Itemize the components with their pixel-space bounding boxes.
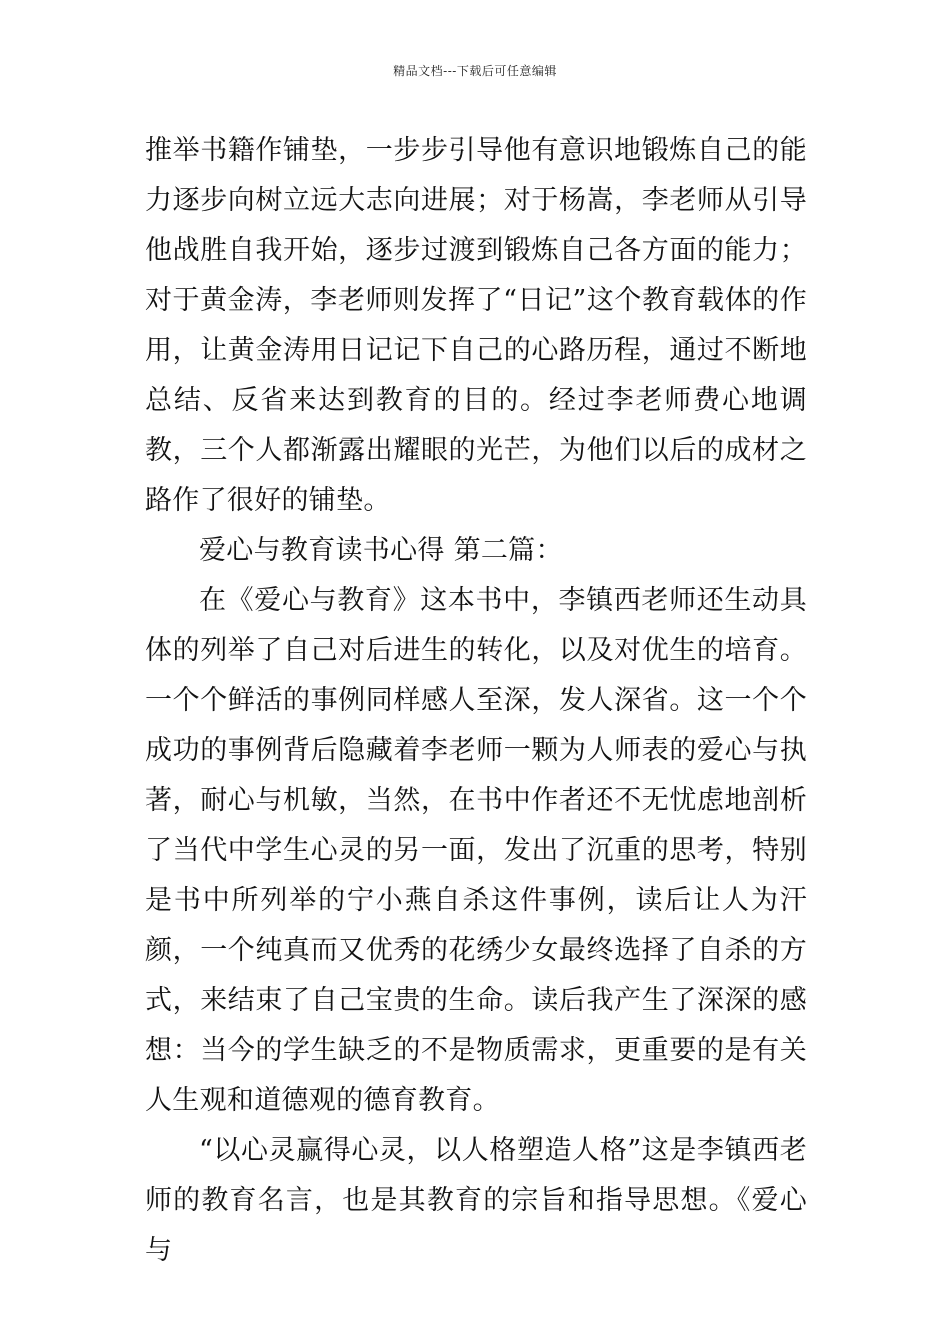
paragraph-second-article: 在《爱心与教育》这本书中，李镇西老师还生动具体的列举了自己对后进生的转化，以及对优生的培育。一个个鲜活的事例同样感人至深，发人深省。这一个个成功的事例背后隐藏着李老师一颗为人师表的爱心与执著，耐心与机敏，当然，在书中作者还不无忧虑地剖析了当代中学生心灵的另一面，发出了沉重的思考，特别是书中所列举的宁小燕自杀这件事例，读后让人为汗颜，一个纯真而又优秀的花绣少女最终选择了自杀的方式，来结束了自己宝贵的生命。读后我产生了深深的感想：当今的学生缺乏的不是物质需求，更重要的是有关人生观和道德观的德育教育。 — [145, 585, 807, 1116]
paragraph-quote: “以心灵赢得心灵，以人格塑造人格”这是李镇西老师的教育名言，也是其教育的宗旨和指导思想。《爱心与 — [145, 1135, 807, 1266]
document-body — [145, 126, 807, 1276]
section-title: 爱心与教育读书心得 第二篇： — [199, 535, 563, 566]
page-header: 精品文档---下载后可任意编辑 — [393, 64, 557, 78]
paragraph-continuation: 推举书籍作铺垫，一步步引导他有意识地锻炼自己的能力逐步向树立远大志向进展；对于杨嵩，李老师从引导他战胜自我开始，逐步过渡到锻炼自己各方面的能力；对于黄金涛，李老师则发挥了“日记”这个教育载体的作用，让黄金涛用日记记下自己的心路历程，通过不断地总结、反省来达到教育的目的。经过李老师费心地调教，三个人都渐露出耀眼的光芒，为他们以后的成材之路作了很好的铺垫。 — [145, 135, 807, 516]
